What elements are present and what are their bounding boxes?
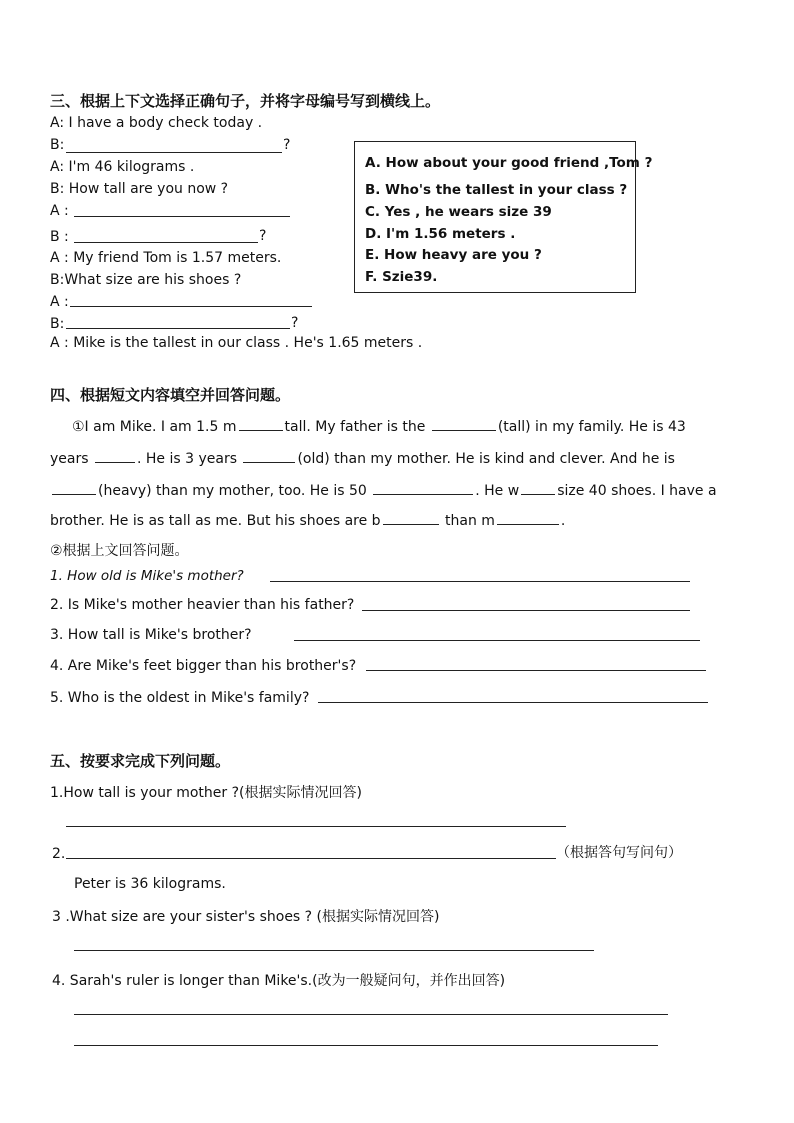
fill-blank[interactable] <box>373 480 473 495</box>
task-2-note: （根据答句写问句） <box>556 845 682 861</box>
dialog-line-2-qmark: ? <box>283 137 291 153</box>
question-4: 4. Are Mike's feet bigger than his brother's? <box>50 658 357 674</box>
passage-line-1 <box>72 416 686 435</box>
answer-blank-3[interactable] <box>74 242 258 243</box>
section-4-subheading: ②根据上文回答问题。 <box>50 543 189 559</box>
answer-line-task-4b[interactable] <box>74 1045 658 1046</box>
fill-blank[interactable] <box>497 510 559 525</box>
dialog-line-6-qmark: ? <box>259 228 267 244</box>
fill-blank[interactable] <box>432 416 496 431</box>
fill-blank[interactable] <box>383 510 439 525</box>
dialog-line-11: A : Mike is the tallest in our class . He's 1.65 meters . <box>50 335 423 351</box>
dialog-line-7: A : My friend Tom is 1.57 meters. <box>50 250 282 266</box>
answer-line-q2[interactable] <box>362 610 690 611</box>
answer-blank-5[interactable] <box>66 328 290 329</box>
answer-blank-4[interactable] <box>70 306 312 307</box>
passage-text: (tall) in my family. He is 43 <box>497 419 686 435</box>
answer-line-task-2[interactable] <box>66 858 556 859</box>
answer-blank-1[interactable] <box>66 152 282 153</box>
answer-line-q4[interactable] <box>366 670 706 671</box>
passage-text: . He w <box>475 483 520 499</box>
dialog-line-1: A: I have a body check today . <box>50 115 263 131</box>
question-2: 2. Is Mike's mother heavier than his father? <box>50 597 355 613</box>
task-3: 3 .What size are your sister's shoes ? (根据实际情况回答) <box>52 909 440 925</box>
option-d: D. I'm 1.56 meters . <box>365 226 516 242</box>
fill-blank[interactable] <box>521 480 555 495</box>
option-c: C. Yes , he wears size 39 <box>365 204 552 220</box>
passage-text: (old) than my mother. He is kind and clever. And he is <box>297 451 675 467</box>
passage-text: . He is 3 years <box>136 451 237 467</box>
answer-line-task-4a[interactable] <box>74 1014 668 1015</box>
option-e: E. How heavy are you ? <box>365 247 542 263</box>
passage-text: brother. He is as tall as me. But his shoes are b <box>50 513 381 529</box>
dialog-line-6-label: B : <box>50 229 69 245</box>
option-a: A. How about your good friend ,Tom ? <box>365 155 653 171</box>
passage-line-4 <box>50 510 565 529</box>
passage-text: than m <box>445 513 495 529</box>
dialog-line-8: B:What size are his shoes ? <box>50 272 242 288</box>
answer-line-q1[interactable] <box>270 581 690 582</box>
task-4: 4. Sarah's ruler is longer than Mike's.(改为一般疑问句，并作出回答) <box>52 973 506 989</box>
dialog-line-10-label: B: <box>50 316 65 332</box>
question-5: 5. Who is the oldest in Mike's family? <box>50 690 310 706</box>
question-3: 3. How tall is Mike's brother? <box>50 627 252 643</box>
dialog-line-3: A: I'm 46 kilograms . <box>50 159 195 175</box>
passage-line-2 <box>50 448 675 467</box>
answer-blank-2[interactable] <box>74 216 290 217</box>
answer-line-task-3[interactable] <box>74 950 594 951</box>
section-3-heading: 三、根据上下文选择正确句子，并将字母编号写到横线上。 <box>50 92 441 110</box>
passage-line-3 <box>50 480 717 499</box>
dialog-line-5-label: A : <box>50 203 69 219</box>
passage-text: years <box>50 451 89 467</box>
dialog-line-4: B: How tall are you now ? <box>50 181 229 197</box>
fill-blank[interactable] <box>239 416 283 431</box>
question-1: 1. How old is Mike's mother? <box>50 568 244 584</box>
dialog-line-10-qmark: ? <box>291 315 299 331</box>
section-5-heading: 五、按要求完成下列问题。 <box>50 752 231 770</box>
passage-text: size 40 shoes. I have a <box>557 483 717 499</box>
task-2-answer: Peter is 36 kilograms. <box>74 876 226 892</box>
option-b: B. Who's the tallest in your class ? <box>365 182 628 198</box>
options-box <box>354 141 653 293</box>
fill-blank[interactable] <box>52 480 96 495</box>
task-2-number: 2. <box>52 846 66 862</box>
answer-line-q5[interactable] <box>318 702 708 703</box>
section-4-heading: 四、根据短文内容填空并回答问题。 <box>50 386 291 404</box>
answer-line-q3[interactable] <box>294 640 700 641</box>
dialog-line-9-label: A : <box>50 294 69 310</box>
answer-line-task-1[interactable] <box>66 826 566 827</box>
passage-text: tall. My father is the <box>284 419 426 435</box>
fill-blank[interactable] <box>95 448 135 463</box>
passage-text: . <box>560 513 566 529</box>
task-1: 1.How tall is your mother ?(根据实际情况回答) <box>50 785 362 801</box>
dialog-line-2-label: B: <box>50 137 65 153</box>
fill-blank[interactable] <box>243 448 295 463</box>
option-f: F. Szie39. <box>365 269 438 285</box>
passage-text: (heavy) than my mother, too. He is 50 <box>98 483 367 499</box>
passage-text: ①I am Mike. I am 1.5 m <box>72 419 237 435</box>
